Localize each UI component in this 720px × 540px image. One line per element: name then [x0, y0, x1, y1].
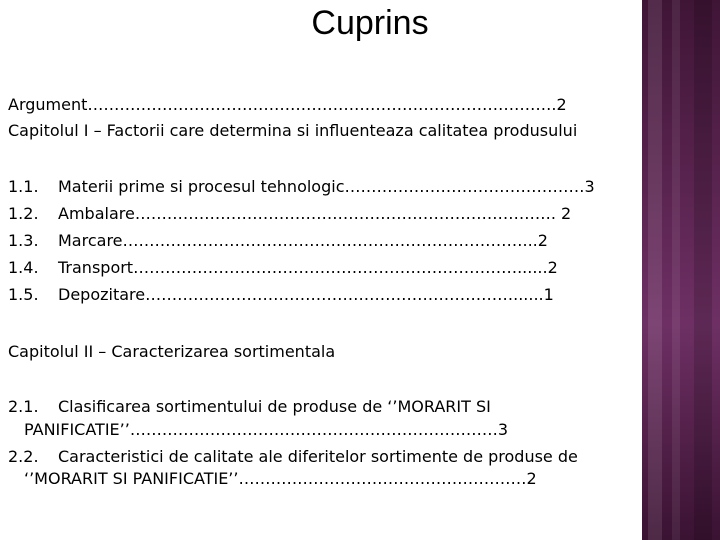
- toc-item-text: Caracteristici de calitate ale diferitelor sortimente de produse de: [58, 447, 578, 466]
- toc-chapter-1: Capitolul I – Factorii care determina si influenteaza calitatea produsului: [8, 121, 578, 140]
- toc-item-text: Materii prime si procesul tehnologic………………………………………3: [58, 177, 595, 196]
- sidebar-stripe: [648, 0, 662, 540]
- toc-item-1-2: [8, 204, 571, 223]
- toc-item-number: 1.4.: [8, 258, 39, 277]
- sidebar-stripe: [694, 0, 712, 540]
- toc-item-1-1: [8, 177, 595, 196]
- toc-item-2-1: [8, 397, 491, 416]
- toc-item-1-3: [8, 231, 548, 250]
- slide-title: Cuprins: [311, 4, 429, 42]
- toc-item-number: 1.3.: [8, 231, 39, 250]
- toc-argument: Argument…………………………………………………………………………….2: [8, 95, 567, 114]
- toc-item-text: Depozitare……………………………………………………………......1: [58, 285, 554, 304]
- sidebar-stripe: [672, 0, 680, 540]
- toc-item-1-4: [8, 258, 558, 277]
- toc-item-2-2-continuation: ‘’MORARIT SI PANIFICATIE’’………………………………………………2: [24, 469, 537, 488]
- toc-item-number: 1.5.: [8, 285, 39, 304]
- toc-item-text: Marcare…………………………………………………………………...2: [58, 231, 548, 250]
- toc-item-number: 1.1.: [8, 177, 39, 196]
- toc-item-text: Transport………………………………………………………………......2: [58, 258, 558, 277]
- toc-chapter-2: Capitolul II – Caracterizarea sortimentala: [8, 342, 336, 361]
- toc-item-2-1-continuation: PANIFICATIE’’……………………………………………………………3: [24, 420, 509, 439]
- toc-item-number: 2.1.: [8, 397, 39, 416]
- toc-item-number: 2.2.: [8, 447, 39, 466]
- toc-item-text: Clasificarea sortimentului de produse de ‘’MORARIT SI: [58, 397, 491, 416]
- toc-item-2-2: [8, 447, 578, 466]
- toc-item-text: Ambalare……………………………………………………………………. 2: [58, 204, 572, 223]
- toc-item-1-5: [8, 285, 554, 304]
- decorative-sidebar: [642, 0, 720, 540]
- toc-item-number: 1.2.: [8, 204, 39, 223]
